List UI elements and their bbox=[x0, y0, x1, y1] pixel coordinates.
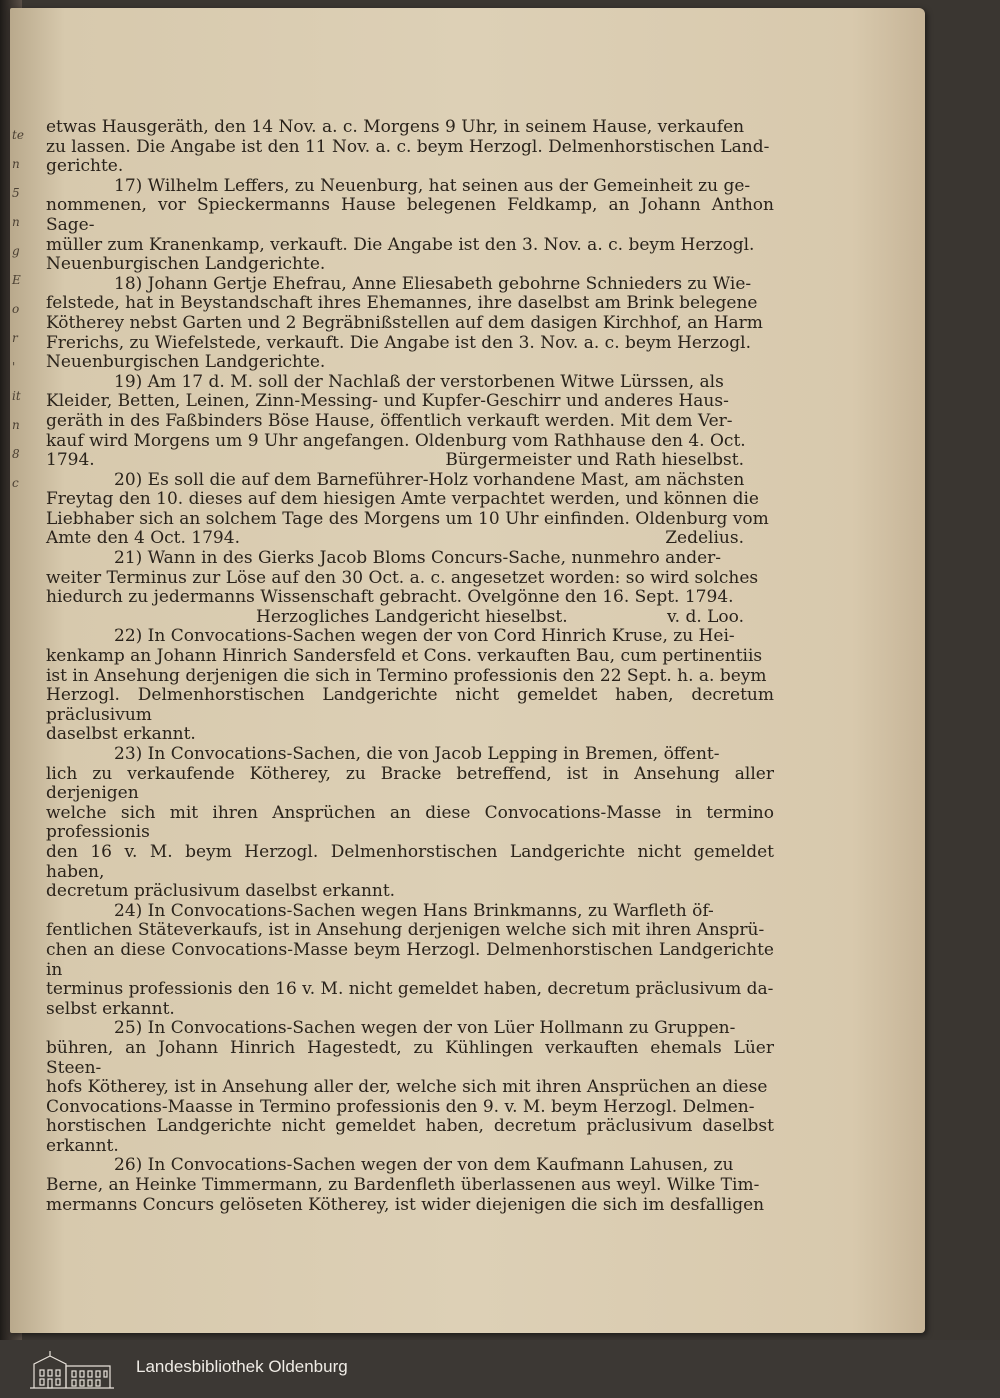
text-line: daselbst erkannt. bbox=[46, 724, 196, 745]
text-line: Liebhaber sich an solchem Tage des Morgens um 10 Uhr einfinden. Oldenburg vom bbox=[46, 508, 769, 529]
signature-place-date: 1794. bbox=[46, 450, 95, 471]
text-line: 18) Johann Gertje Ehefrau, Anne Eliesabeth gebohrne Schnieders zu Wie- bbox=[114, 273, 752, 294]
text-line: Kleider, Betten, Leinen, Zinn-Messing- und Kupfer-Geschirr und anderes Haus- bbox=[46, 391, 729, 412]
text-line: 25) In Convocations-Sachen wegen der von Lüer Hollmann zu Gruppen- bbox=[114, 1018, 736, 1039]
text-line: zu lassen. Die Angabe ist den 11 Nov. a. c. beym Herzogl. Delmenhorstischen Land- bbox=[46, 136, 770, 157]
footer-bar bbox=[0, 1340, 1000, 1398]
text-line: Neuenburgischen Landgerichte. bbox=[46, 352, 326, 373]
text-line: Neuenburgischen Landgerichte. bbox=[46, 254, 326, 275]
text-line: welche sich mit ihren Ansprüchen an diese Convocations-Masse in termino professionis bbox=[46, 802, 774, 843]
document-page bbox=[10, 8, 925, 1333]
text-line: etwas Hausgeräth, den 14 Nov. a. c. Morgens 9 Uhr, in seinem Hause, verkaufen bbox=[46, 117, 745, 137]
margin-fragment: 5 bbox=[12, 186, 20, 200]
signature-line bbox=[46, 608, 774, 628]
text-line: ist in Ansehung derjenigen die sich in Termino professionis den 22 Sept. h. a. beym bbox=[46, 665, 767, 686]
text-line: kenkamp an Johann Hinrich Sandersfeld et Cons. verkauften Bau, cum pertinentiis bbox=[46, 646, 763, 667]
text-line: Frerichs, zu Wiefelstede, verkauft. Die Angabe ist den 3. Nov. a. c. beym Herzogl. bbox=[46, 332, 752, 353]
margin-fragment: 8 bbox=[12, 447, 20, 461]
text-line: 20) Es soll die auf dem Barneführer-Holz vorhandene Mast, am nächsten bbox=[114, 469, 745, 490]
text-line: müller zum Kranenkamp, verkauft. Die Angabe ist den 3. Nov. a. c. beym Herzogl. bbox=[46, 234, 755, 255]
margin-fragment: te bbox=[12, 128, 24, 142]
margin-fragment: g bbox=[12, 244, 20, 258]
text-line: den 16 v. M. beym Herzogl. Delmenhorstischen Landgerichte nicht gemeldet haben, bbox=[46, 841, 774, 882]
text-line: Herzogl. Delmenhorstischen Landgerichte nicht gemeldet haben, decretum präclusivum bbox=[46, 685, 774, 725]
text-line: 22) In Convocations-Sachen wegen der von Cord Hinrich Kruse, zu Hei- bbox=[114, 626, 735, 647]
page-text bbox=[46, 118, 774, 1215]
margin-fragment: c bbox=[12, 476, 19, 490]
signature-line bbox=[46, 451, 774, 471]
signature-authority: v. d. Loo. bbox=[667, 606, 744, 627]
text-line: decretum präclusivum daselbst erkannt. bbox=[46, 881, 396, 902]
text-line: 21) Wann in des Gierks Jacob Bloms Concurs-Sache, nunmehro ander- bbox=[114, 548, 722, 569]
text-line: selbst erkannt. bbox=[46, 998, 175, 1019]
margin-fragment: r bbox=[12, 331, 18, 345]
text-line: gerichte. bbox=[46, 156, 124, 177]
text-line: Kötherey nebst Garten und 2 Begräbnißstellen auf dem dasigen Kirchhof, an Harm bbox=[46, 312, 763, 333]
text-line: hiedurch zu jedermanns Wissenschaft gebracht. Ovelgönne den 16. Sept. 1794. bbox=[46, 587, 734, 608]
text-line: bühren, an Johann Hinrich Hagestedt, zu Kühlingen verkauften ehemals Lüer Steen- bbox=[46, 1037, 774, 1078]
margin-fragment: n bbox=[12, 215, 20, 229]
text-line: nommenen, vor Spieckermanns Hause belegenen Feldkamp, an Johann Anthon Sage- bbox=[46, 195, 774, 235]
margin-fragment: n bbox=[12, 157, 20, 171]
text-line: Freytag den 10. dieses auf dem hiesigen Amte verpachtet werden, und können die bbox=[46, 489, 759, 510]
margin-fragment: ' bbox=[12, 360, 16, 374]
margin-fragment: it bbox=[12, 389, 21, 403]
text-line: weiter Terminus zur Löse auf den 30 Oct. a. c. angesetzet worden: so wird solches bbox=[46, 567, 759, 588]
previous-page-margin bbox=[10, 108, 28, 1308]
margin-fragment: n bbox=[12, 418, 20, 432]
text-line: lich zu verkaufende Kötherey, zu Bracke betreffend, ist in Ansehung aller derjenigen bbox=[46, 763, 774, 804]
text-line: mermanns Concurs gelöseten Kötherey, ist wider diejenigen die sich im desfalligen bbox=[46, 1194, 765, 1215]
library-building-icon bbox=[28, 1348, 116, 1390]
signature-authority: Bürgermeister und Rath hieselbst. bbox=[445, 450, 744, 471]
text-line: 17) Wilhelm Leffers, zu Neuenburg, hat seinen aus der Gemeinheit zu ge- bbox=[114, 175, 751, 196]
signature-place-date: Amte den 4 Oct. 1794. bbox=[46, 528, 240, 549]
margin-fragment: E bbox=[12, 273, 21, 287]
text-line: geräth in des Faßbinders Böse Hause, öffentlich verkauft werden. Mit dem Ver- bbox=[46, 410, 733, 431]
text-line: 24) In Convocations-Sachen wegen Hans Brinkmanns, zu Warfleth öf- bbox=[114, 900, 714, 921]
text-line: kauf wird Morgens um 9 Uhr angefangen. Oldenburg vom Rathhause den 4. Oct. bbox=[46, 430, 746, 451]
margin-fragment: o bbox=[12, 302, 20, 316]
text-line: chen an diese Convocations-Masse beym Herzogl. Delmenhorstischen Landgerichte in bbox=[46, 939, 774, 980]
text-line: hofs Kötherey, ist in Ansehung aller der, welche sich mit ihren Ansprüchen an diese bbox=[46, 1077, 768, 1098]
text-line: horstischen Landgerichte nicht gemeldet haben, decretum präclusivum daselbst erkannt. bbox=[46, 1116, 774, 1156]
text-line: fentlichen Stäteverkaufs, ist in Ansehung derjenigen welche sich mit ihren Ansprü- bbox=[46, 920, 765, 941]
text-line: felstede, hat in Beystandschaft ihres Ehemannes, ihre daselbst am Brink belegene bbox=[46, 293, 758, 314]
signature-place-date: Herzogliches Landgericht hieselbst. bbox=[256, 606, 568, 627]
text-line: Convocations-Maasse in Termino professionis den 9. v. M. beym Herzogl. Delmen- bbox=[46, 1096, 755, 1117]
signature-line bbox=[46, 529, 774, 549]
text-line: Berne, an Heinke Timmermann, zu Bardenfleth überlassenen aus weyl. Wilke Tim- bbox=[46, 1175, 760, 1196]
text-line: 26) In Convocations-Sachen wegen der von dem Kaufmann Lahusen, zu bbox=[114, 1155, 734, 1176]
signature-authority: Zedelius. bbox=[665, 528, 744, 549]
text-line: 19) Am 17 d. M. soll der Nachlaß der verstorbenen Witwe Lürssen, als bbox=[114, 371, 724, 392]
text-line: 23) In Convocations-Sachen, die von Jacob Lepping in Bremen, öffent- bbox=[114, 744, 720, 764]
text-line: terminus professionis den 16 v. M. nicht gemeldet haben, decretum präclusivum da- bbox=[46, 979, 774, 1000]
library-name: Landesbibliothek Oldenburg bbox=[136, 1357, 348, 1376]
